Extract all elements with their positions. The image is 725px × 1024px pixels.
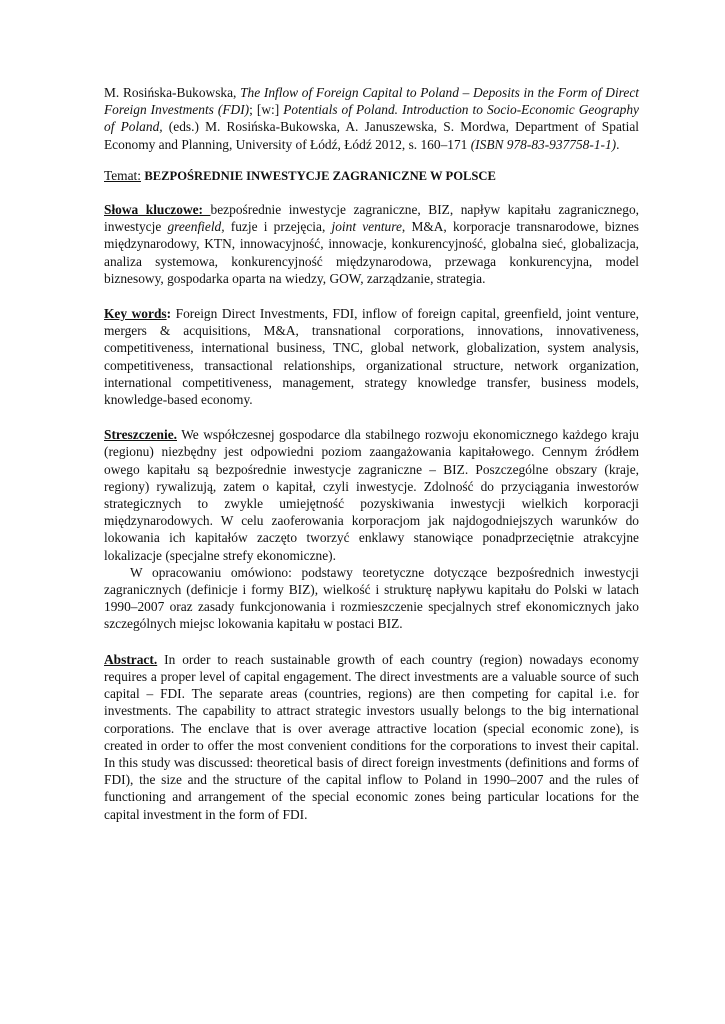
citation-end: . <box>616 136 620 152</box>
citation-authors: M. Rosińska-Bukowska, <box>104 85 241 100</box>
topic-label: Temat: <box>104 167 141 183</box>
keywords-pl-italic-1: greenfield, <box>167 219 225 235</box>
keywords-pl-text-1: bezpośrednie inwestycje zagraniczne, BIZ, napływ kapitału zagranicznego, inwestycje <box>104 202 639 235</box>
abstract-text: In order to reach sustainable growth of each country (region) nowadays economy requires a proper level of capital engagement. The direct investments are a valuable source of such capital – FDI. The separate areas (countries, regions) are then competing for capital i.e. for investments. The capability to attract strategic investors usually belongs to the big international corporations. The enclave that is over average attractive location (special economic zone), is created in order to offer the most convenient conditions for the corporations to invest their capital. In this study was discussed: theoretical basis of direct foreign investments (definitions and forms of FDI), the size and the structure of the capital inflow to Poland in 1990–2007 and the rules of functioning and arrangement of the special economic zones being particular locations for the capital investment in the form of FDI. <box>104 651 639 822</box>
citation-editors: (eds.) M. Rosińska-Bukowska, A. Januszewska, S. Mordwa, Department of Spatial Economy and Planning, University of Łódź, Łódź 2012, s. 160–171 <box>104 119 639 152</box>
keywords-en-text: Foreign Direct Investments, FDI, inflow of foreign capital, greenfield, joint venture, mergers & acquisitions, M&A, transnational corporations, innovations, innovativeness, competitiveness, international business, TNC, global network, globalization, system analysis, competitiveness, transactional relationships, organizational structure, network organization, international competitiveness, management, strategy knowledge transfer, business models, knowledge-based economy. <box>104 306 639 408</box>
streszczenie-paragraph-1: We współczesnej gospodarce dla stabilnego rozwoju ekonomicznego każdego kraju (regionu) niezbędny jest odpowiedni poziom zaangażowania kapitałowego. Cennym źródłem owego kapitału są bezpośrednie inwestycje zagraniczne – BIZ. Poszczególne obszary (kraje, regiony) rywalizują, zatem o kapitał, czyli inwestycje. Zdolność do przyciągania inwestorów strategicznych to zwykle umiejętność pozyskiwania inwestycji wielkich korporacji międzynarodowych. W celu zaoferowania korporacjom jak najdogodniejszych warunków do lokowania ich kapitałów zaczęto tworzyć enklawy stanowiące ponadprzeciętnie atrakcyjne lokalizacje (specjalne strefy ekonomiczne). <box>104 427 639 563</box>
keywords-pl-section <box>104 201 639 287</box>
keywords-pl-heading: Słowa kluczowe: <box>104 202 211 218</box>
citation-isbn: (ISBN 978-83-937758-1-1) <box>470 136 617 152</box>
citation-title: The Inflow of Foreign Capital to Poland – Deposits in the Form of Direct Foreign Investments (FDI) <box>104 85 639 118</box>
keywords-en-heading: Key words <box>104 306 167 322</box>
keywords-en-section <box>104 305 639 408</box>
citation-book-title: Potentials of Poland. Introduction to Socio-Economic Geography of Poland, <box>104 102 639 135</box>
citation-separator: ; [w:] <box>249 102 284 118</box>
topic-title: BEZPOŚREDNIE INWESTYCJE ZAGRANICZNE W POLSCE <box>144 168 496 183</box>
keywords-en-colon: : <box>166 306 176 322</box>
streszczenie-heading: Streszczenie. <box>104 427 177 443</box>
topic-line <box>104 167 639 185</box>
keywords-pl-text-3: , M&A, korporacje transnarodowe, biznes międzynarodowy, KTN, innowacyjność, innowacje, konkurencyjność, globalna sieć, globalizacja, analiza systemowa, konkurencyjność międzynarodowa, przewaga konkurencyjna, model biznesowy, gospodarka oparta na wiedzy, GOW, zarządzanie, strategia. <box>104 219 639 286</box>
streszczenie-section <box>104 426 639 632</box>
streszczenie-paragraph-2: W opracowaniu omówiono: podstawy teoretyczne dotyczące bezpośrednich inwestycji zagranicznych (definicje i formy BIZ), wielkość i strukturę napływu kapitału do Polski w latach 1990–2007 oraz zasady funkcjonowania i rozmieszczenie specjalnych stref ekonomicznych jako szczególnych miejsc lokowania kapitału w postaci BIZ. <box>104 564 639 632</box>
keywords-pl-italic-2: joint venture <box>331 219 402 235</box>
citation <box>104 84 639 153</box>
abstract-heading: Abstract. <box>104 651 158 667</box>
abstract-section <box>104 651 639 823</box>
keywords-pl-text-2: fuzje i przejęcia, <box>224 219 332 235</box>
